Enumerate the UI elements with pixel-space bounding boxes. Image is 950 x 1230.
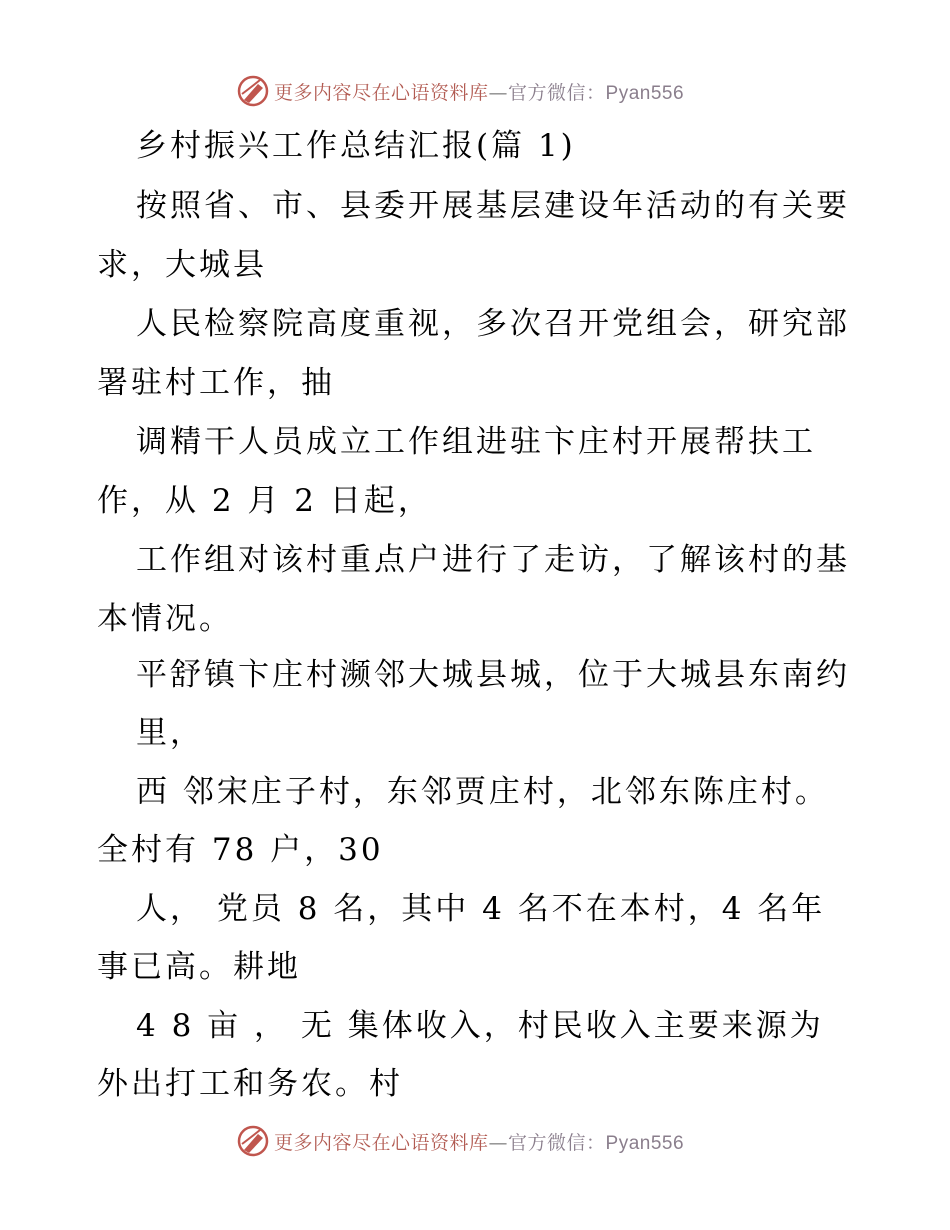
header-banner-separator: — xyxy=(488,82,509,104)
text-line: 里， xyxy=(136,715,204,751)
text-line: 作，从 2 月 2 日起， xyxy=(97,483,432,519)
text-line: 人， 党员 8 名，其中 4 名不在本村，4 名年 xyxy=(136,891,826,927)
header-banner-text xyxy=(274,78,684,105)
header-banner xyxy=(0,72,950,112)
footer-banner xyxy=(0,1122,950,1162)
text-line: 西 邻宋庄子村，东邻贾庄村，北邻东陈庄村。 xyxy=(136,774,829,810)
text-line: 平舒镇卞庄村濒邻大城县城，位于大城县东南约 xyxy=(136,657,850,693)
text-line: 人民检察院高度重视，多次召开党组会，研究部 xyxy=(136,306,850,342)
text-line: 署驻村工作，抽 xyxy=(97,365,335,401)
text-line: 工作组对该村重点户进行了走访，了解该村的基 xyxy=(136,542,850,578)
footer-banner-text xyxy=(274,1128,684,1155)
text-line: 4 8 亩 ， 无 集体收入，村民收入主要来源为 xyxy=(136,1008,824,1044)
document-title: 乡村振兴工作总结汇报(篇 1) xyxy=(136,128,576,164)
header-banner-slogan: 更多内容尽在心语资料库 xyxy=(274,82,489,104)
footer-banner-wechat-label: 官方微信： xyxy=(508,1132,606,1154)
footer-banner-account: Pyan556 xyxy=(605,1133,685,1154)
pen-logo-icon xyxy=(236,74,270,108)
footer-banner-slogan: 更多内容尽在心语资料库 xyxy=(274,1132,489,1154)
text-line: 事已高。耕地 xyxy=(97,949,301,985)
text-line: 外出打工和务农。村 xyxy=(97,1066,403,1102)
text-line: 全村有 78 户，30 xyxy=(97,832,384,868)
text-line: 按照省、市、县委开展基层建设年活动的有关要 xyxy=(136,188,850,224)
header-banner-wechat-label: 官方微信： xyxy=(508,82,606,104)
pen-logo-icon xyxy=(236,1124,270,1158)
text-line: 求，大城县 xyxy=(97,247,267,283)
header-banner-account: Pyan556 xyxy=(605,83,685,104)
footer-banner-separator: — xyxy=(488,1132,509,1154)
text-line: 调精干人员成立工作组进驻卞庄村开展帮扶工 xyxy=(136,424,816,460)
text-line: 本情况。 xyxy=(97,601,233,637)
